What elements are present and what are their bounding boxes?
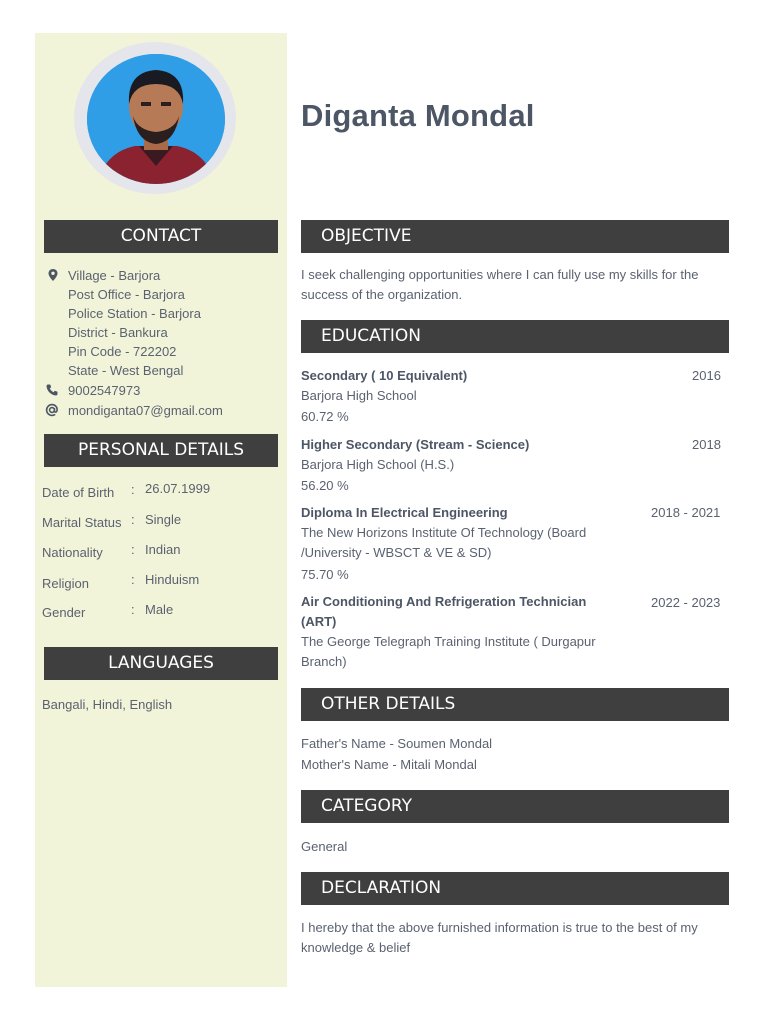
marital-status-label: Marital Status [42, 515, 122, 530]
religion-value: Hinduism [145, 572, 200, 587]
education-score: 60.72 % [301, 409, 349, 424]
education-title: Higher Secondary (Stream - Science) [301, 437, 530, 452]
other-details-header: OTHER DETAILS [301, 688, 729, 721]
nationality-separator: : [131, 542, 135, 557]
education-school: Barjora High School [301, 388, 417, 403]
nationality-value: Indian [145, 542, 181, 557]
at-sign-icon [45, 403, 59, 417]
religion-label: Religion [42, 576, 89, 591]
education-title: Diploma In Electrical Engineering [301, 505, 508, 520]
education-score: 56.20 % [301, 478, 349, 493]
phone-icon [45, 383, 59, 397]
email-address[interactable]: mondiganta07@gmail.com [68, 403, 223, 418]
objective-text: I seek challenging opportunities where I can fully use my skills for the success of the organization. [301, 267, 699, 302]
dob-separator: : [131, 482, 135, 497]
education-year: 2018 [692, 437, 721, 452]
gender-label: Gender [42, 605, 86, 620]
religion-separator: : [131, 572, 135, 587]
contact-header: CONTACT [44, 220, 278, 253]
profile-photo [87, 54, 225, 184]
personal-details-header: PERSONAL DETAILS [44, 434, 278, 467]
nationality-label: Nationality [42, 545, 103, 560]
mothers-name: Mother's Name - Mitali Mondal [301, 757, 477, 772]
gender-separator: : [131, 602, 135, 617]
phone-number[interactable]: 9002547973 [68, 383, 141, 398]
category-value: General [301, 839, 348, 854]
education-year: 2022 - 2023 [651, 595, 721, 610]
education-school: Barjora High School (H.S.) [301, 457, 455, 472]
category-header: CATEGORY [301, 790, 729, 823]
languages-list: Bangali, Hindi, English [42, 697, 173, 712]
marital-status-value: Single [145, 512, 182, 527]
objective-header: OBJECTIVE [301, 220, 729, 253]
address-state: State - West Bengal [68, 363, 184, 378]
education-header: EDUCATION [301, 320, 729, 353]
dob-value: 26.07.1999 [145, 481, 211, 496]
education-title: Air Conditioning And Refrigeration Technician (ART) [301, 594, 587, 629]
marital-status-separator: : [131, 512, 135, 527]
gender-value: Male [145, 602, 174, 617]
candidate-name: Diganta Mondal [301, 98, 535, 133]
education-school: The George Telegraph Training Institute ( Durgapur Branch) [301, 634, 596, 669]
address-district: District - Bankura [68, 325, 168, 340]
fathers-name: Father's Name - Soumen Mondal [301, 736, 493, 751]
declaration-header: DECLARATION [301, 872, 729, 905]
languages-header: LANGUAGES [44, 647, 278, 680]
education-year: 2018 - 2021 [651, 505, 721, 520]
education-score: 75.70 % [301, 567, 349, 582]
education-title: Secondary ( 10 Equivalent) [301, 368, 468, 383]
declaration-text: I hereby that the above furnished information is true to the best of my knowledge & belief [301, 920, 698, 955]
education-school: The New Horizons Institute Of Technology (Board /University - WBSCT & VE & SD) [301, 525, 587, 560]
address-post-office: Post Office - Barjora [68, 287, 185, 302]
map-pin-icon [46, 268, 60, 282]
education-year: 2016 [692, 368, 721, 383]
address-village: Village - Barjora [68, 268, 161, 283]
address-police-station: Police Station - Barjora [68, 306, 201, 321]
dob-label: Date of Birth [42, 485, 115, 500]
address-pin-code: Pin Code - 722202 [68, 344, 177, 359]
